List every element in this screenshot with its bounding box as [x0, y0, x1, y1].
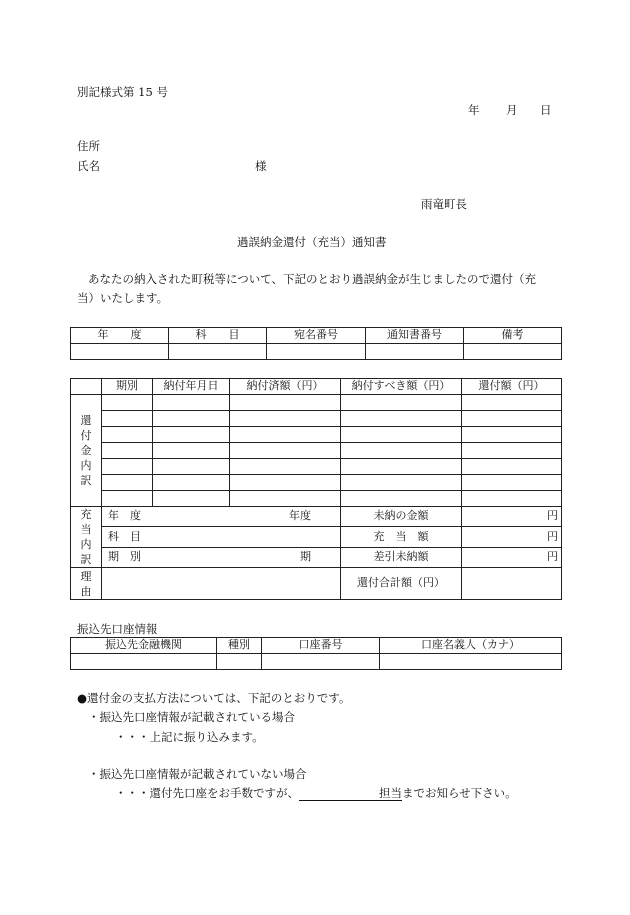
contact-person: 担当 [379, 786, 402, 800]
appropriation-period-label: 期 別 [108, 550, 141, 564]
date-month-label: 月 [506, 103, 518, 117]
bank-section-title: 振込先口座情報 [77, 622, 158, 636]
refund-row-cell[interactable] [230, 395, 341, 411]
notice-number-cell[interactable] [366, 344, 464, 360]
bank-account-table [70, 637, 562, 670]
refund-row-cell[interactable] [102, 395, 153, 411]
date-year-label: 年 [468, 103, 480, 117]
header-bank-name: 振込先金融機関 [71, 638, 217, 654]
case-with-account: ・振込先口座情報が記載されている場合 [88, 710, 295, 724]
refund-row-cell[interactable] [462, 411, 562, 427]
refund-row-cell[interactable] [102, 459, 153, 475]
appropriation-period-suffix: 期 [300, 550, 311, 564]
applied-amount-yen: 円 [462, 527, 562, 548]
case-without-account-detail-b: までお知らせ下さい。 [402, 786, 517, 800]
issuer: 雨竜町長 [421, 197, 467, 211]
refund-row-cell[interactable] [153, 459, 230, 475]
refund-row-cell[interactable] [341, 411, 462, 427]
refund-row-cell[interactable] [462, 475, 562, 491]
refund-row-cell[interactable] [341, 443, 462, 459]
applied-amount-label: 充 当 額 [341, 527, 462, 548]
refund-row-cell[interactable] [341, 395, 462, 411]
refund-row-cell[interactable] [341, 475, 462, 491]
account-type-cell[interactable] [217, 654, 262, 670]
balance-unpaid-label: 差引未納額 [341, 548, 462, 568]
refund-row-cell[interactable] [153, 475, 230, 491]
refund-row-cell[interactable] [462, 459, 562, 475]
appropriation-subject-cell [102, 527, 341, 548]
refund-row-cell[interactable] [102, 427, 153, 443]
case-with-account-detail: ・・・上記に振り込みます。 [115, 730, 264, 744]
header-paid-amount: 納付済額（円） [230, 379, 341, 395]
form-number: 別記様式第 15 号 [77, 85, 168, 99]
address-label: 住所 [77, 139, 100, 153]
fiscal-year-cell[interactable] [71, 344, 169, 360]
refund-row-cell[interactable] [230, 427, 341, 443]
remarks-cell[interactable] [464, 344, 562, 360]
refund-row-cell[interactable] [102, 443, 153, 459]
case-without-account-detail-a: ・・・還付先口座をお手数ですが、 [115, 786, 299, 800]
appropriation-breakdown-label: 充 当 内 訳 [71, 507, 102, 568]
unpaid-amount-yen: 円 [462, 507, 562, 527]
page-title: 過誤納金還付（充当）通知書 [237, 235, 387, 249]
refund-row-cell[interactable] [153, 395, 230, 411]
summary-table [70, 327, 562, 360]
refund-row-cell[interactable] [462, 427, 562, 443]
refund-row-cell[interactable] [230, 411, 341, 427]
header-addressee-number: 宛名番号 [267, 328, 366, 344]
refund-row-cell[interactable] [102, 475, 153, 491]
appropriation-year-label: 年 度 [108, 509, 141, 523]
account-number-cell[interactable] [262, 654, 380, 670]
appropriation-period-cell [102, 548, 341, 568]
refund-detail-table [70, 378, 562, 600]
header-fiscal-year: 年 度 [71, 328, 169, 344]
account-holder-cell[interactable] [380, 654, 562, 670]
contact-blank [299, 788, 379, 801]
case-without-account-detail [115, 787, 517, 801]
intro-text-line1: あなたの納入された町税等について、下記のとおり過誤納金が生じましたので還付（充 [88, 272, 537, 286]
total-refund-label: 還付合計額（円） [341, 568, 462, 600]
refund-breakdown-label: 還 付 金 内 訳 [71, 395, 102, 507]
header-account-number: 口座番号 [262, 638, 380, 654]
refund-row-cell[interactable] [341, 491, 462, 507]
case-without-account: ・振込先口座情報が記載されていない場合 [88, 767, 307, 781]
refund-row-cell[interactable] [462, 395, 562, 411]
refund-row-cell[interactable] [102, 411, 153, 427]
bank-name-cell[interactable] [71, 654, 217, 670]
payment-method-note: ●還付金の支払方法については、下記のとおりです。 [77, 691, 351, 705]
refund-row-cell[interactable] [230, 459, 341, 475]
header-amount-due: 納付すべき額（円） [341, 379, 462, 395]
refund-row-cell[interactable] [230, 491, 341, 507]
reason-label: 理 由 [71, 568, 102, 600]
refund-row-cell[interactable] [153, 443, 230, 459]
header-refund-amount: 還付額（円） [462, 379, 562, 395]
appropriation-subject-label: 科 目 [108, 529, 141, 543]
unpaid-amount-label: 未納の金額 [341, 507, 462, 527]
appropriation-year-suffix: 年度 [289, 509, 311, 523]
refund-row-cell[interactable] [462, 491, 562, 507]
total-refund-cell[interactable] [462, 568, 562, 600]
subject-cell[interactable] [169, 344, 267, 360]
refund-row-cell[interactable] [341, 459, 462, 475]
header-payment-date: 納付年月日 [153, 379, 230, 395]
refund-row-cell[interactable] [462, 443, 562, 459]
refund-row-cell[interactable] [153, 411, 230, 427]
refund-row-cell[interactable] [153, 491, 230, 507]
header-notice-number: 通知書番号 [366, 328, 464, 344]
reason-cell[interactable] [102, 568, 341, 600]
appropriation-year-cell [102, 507, 341, 527]
header-account-type: 種別 [217, 638, 262, 654]
header-subject: 科 目 [169, 328, 267, 344]
intro-text-line2: 当）いたします。 [77, 291, 169, 305]
refund-row-cell[interactable] [230, 475, 341, 491]
header-remarks: 備考 [464, 328, 562, 344]
refund-row-cell[interactable] [153, 427, 230, 443]
refund-row-cell[interactable] [102, 491, 153, 507]
corner-cell [71, 379, 102, 395]
header-account-holder: 口座名義人（カナ） [380, 638, 562, 654]
name-label: 氏名 [77, 159, 100, 173]
header-period: 期別 [102, 379, 153, 395]
date-day-label: 日 [540, 103, 552, 117]
refund-row-cell[interactable] [230, 443, 341, 459]
balance-unpaid-yen: 円 [462, 548, 562, 568]
addressee-number-cell[interactable] [267, 344, 366, 360]
refund-row-cell[interactable] [341, 427, 462, 443]
honorific: 様 [255, 159, 267, 173]
